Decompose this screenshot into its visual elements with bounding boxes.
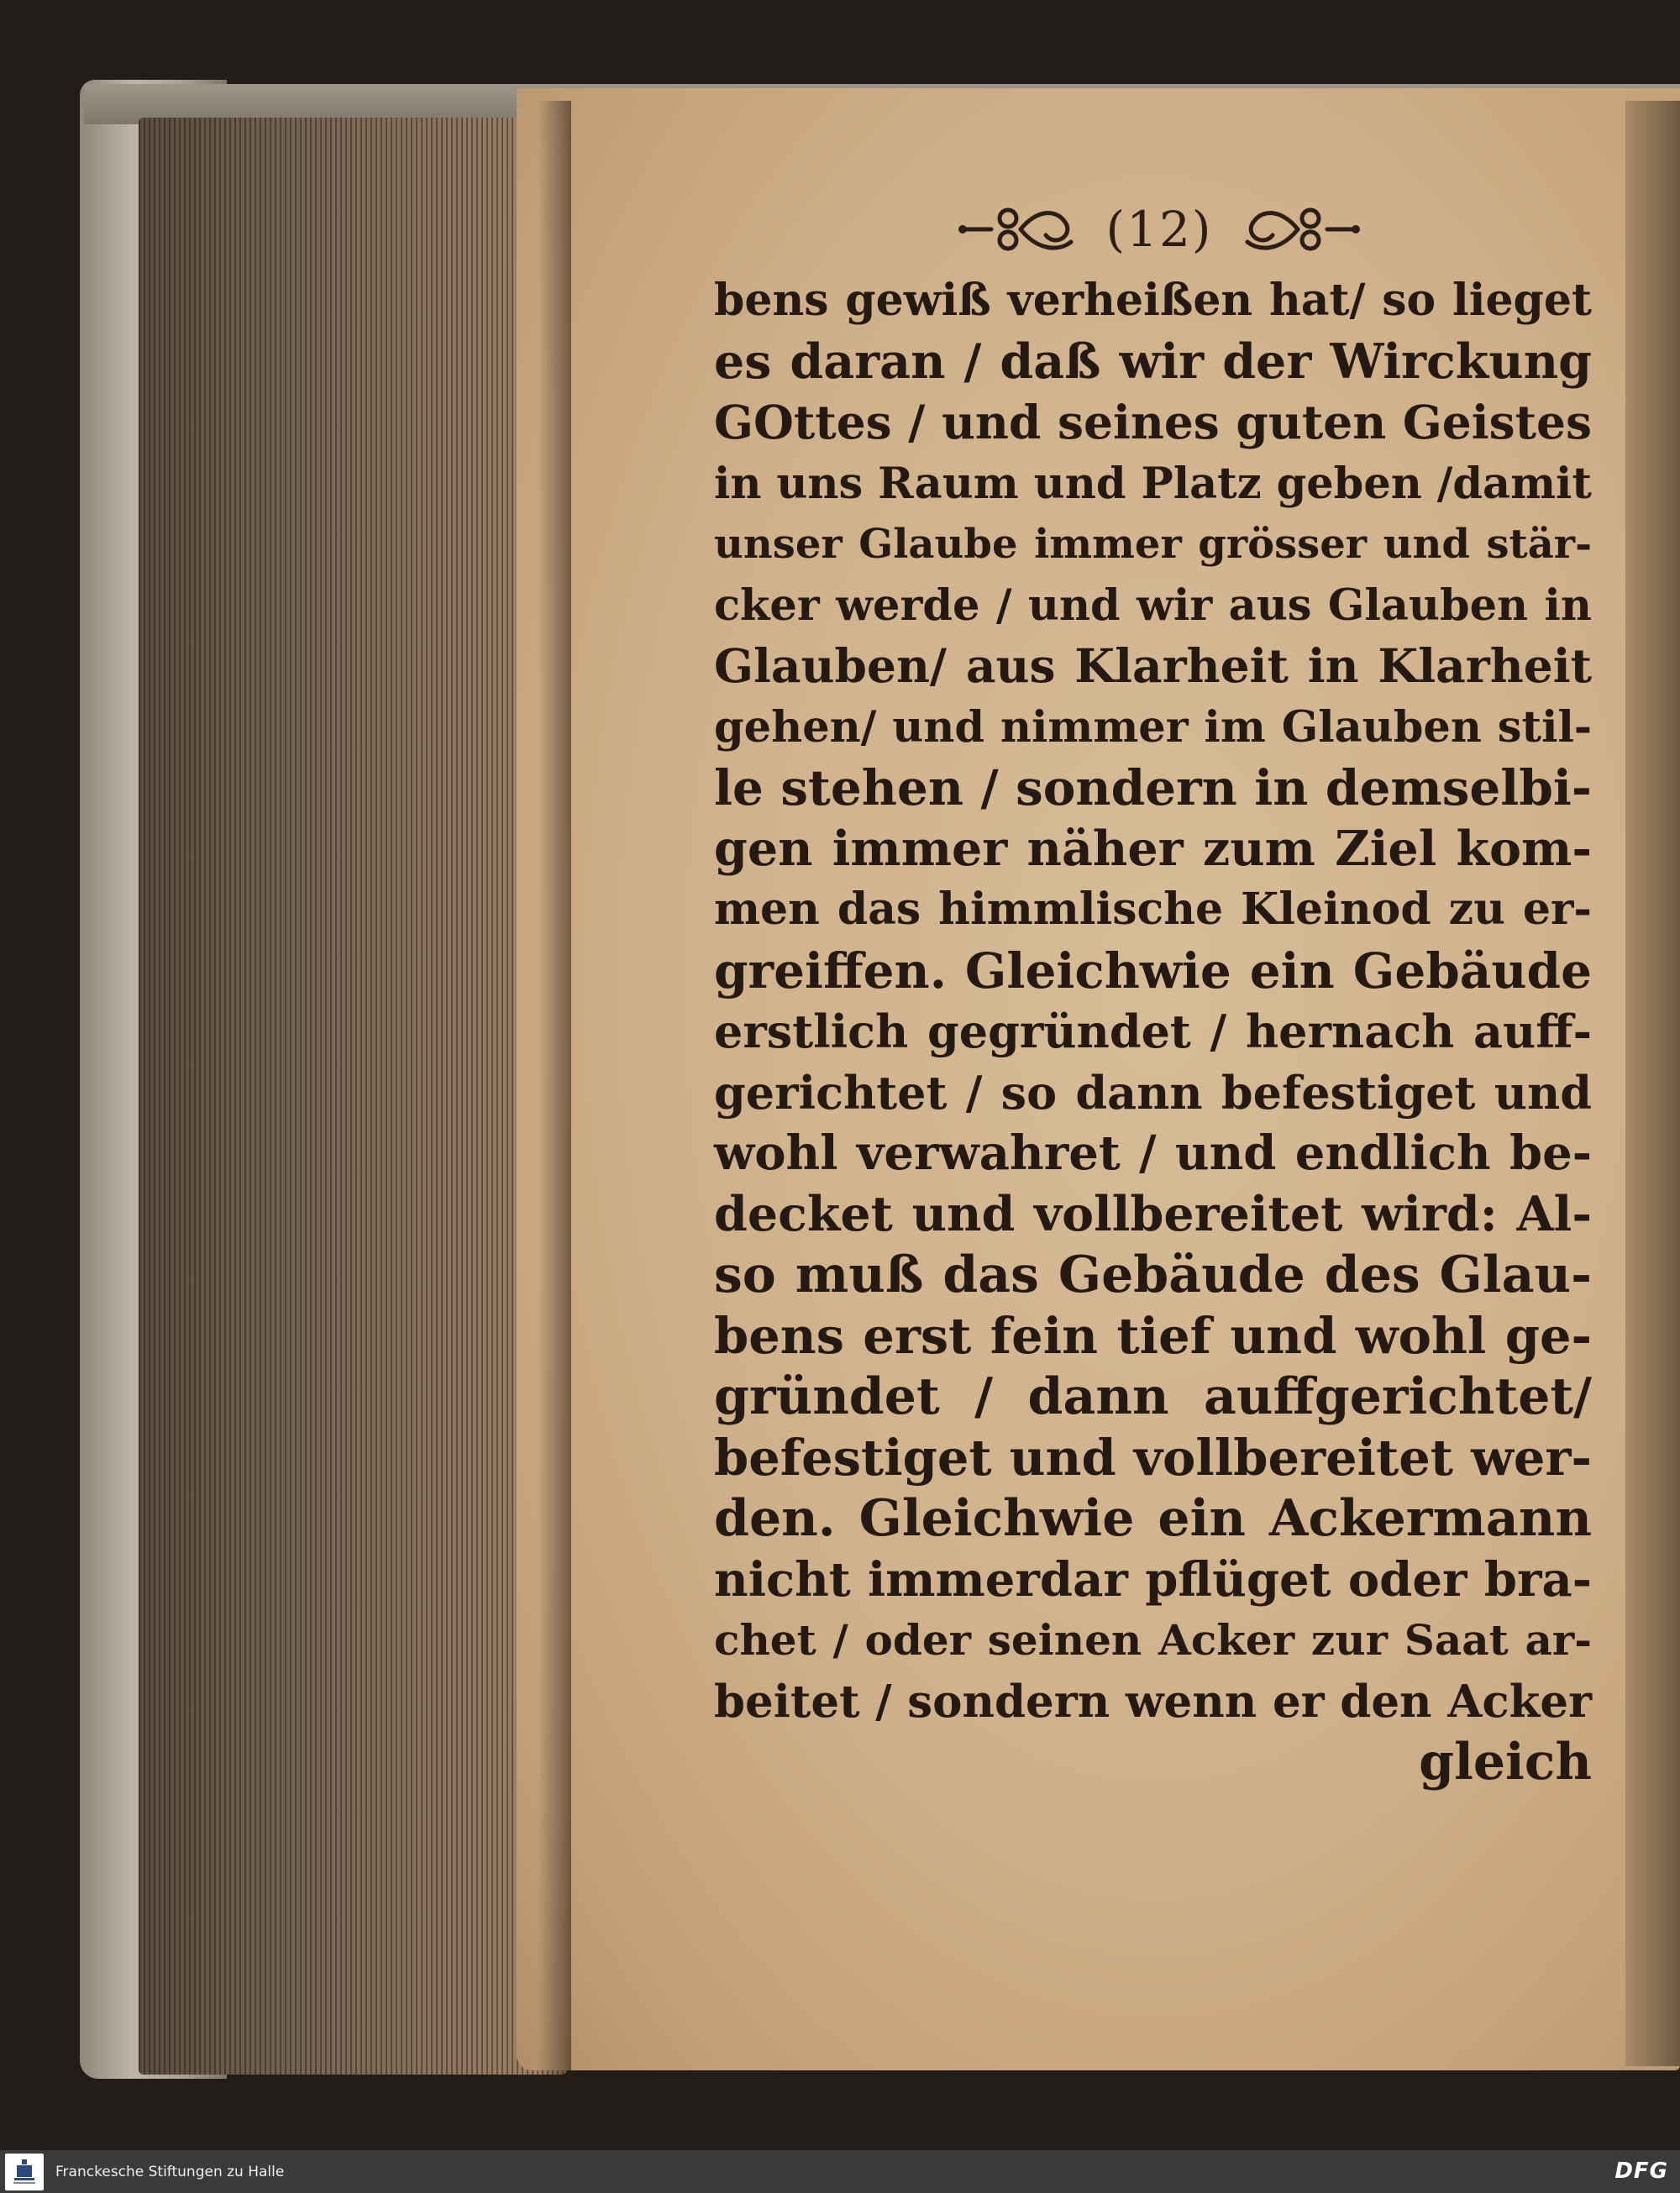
text-line: unser Glaube immer grösser und stär-: [714, 521, 1592, 568]
text-line: gründet / dann auffgerichtet/: [714, 1367, 1592, 1426]
text-line: GOttes / und seines guten Geistes: [714, 395, 1592, 449]
text-line: erstlich gegründet / hernach auff-: [714, 1005, 1592, 1058]
page-number: (12): [1105, 201, 1213, 258]
text-line: gehen/ und nimmer im Glauben stil-: [714, 701, 1592, 753]
page-text: [714, 270, 1592, 1793]
text-line: befestiget und vollbereitet wer-: [714, 1428, 1592, 1487]
text-line: greiffen. Gleichwie ein Gebäude: [714, 942, 1592, 999]
viewer-footer-bar: [0, 2150, 1680, 2193]
text-line: wohl verwahret / und endlich be-: [714, 1125, 1592, 1181]
text-line: es daran / daß wir der Wirckung: [714, 333, 1592, 390]
institution-logo-icon[interactable]: [5, 2154, 44, 2190]
right-ornament-icon: [1235, 200, 1361, 259]
left-ornament-icon: [958, 200, 1084, 259]
text-line: le stehen / sondern in demselbi-: [714, 759, 1592, 816]
facing-page-edge: [1625, 101, 1680, 2066]
text-line: gerichtet / so dann befestiget und: [714, 1065, 1592, 1120]
text-line: beitet / sondern wenn er den Acker: [714, 1675, 1592, 1728]
text-line: bens erst fein tief und wohl ge-: [714, 1306, 1592, 1365]
page-stack-fore-edge: [139, 118, 567, 2075]
gutter-shadow: [538, 101, 571, 2083]
text-line: in uns Raum und Platz geben /damit: [714, 458, 1592, 509]
text-line: cker werde / und wir aus Glauben in: [714, 580, 1592, 631]
text-line: bens gewiß verheißen hat/ so lieget: [714, 275, 1592, 326]
dfg-logo: DFG: [1614, 2159, 1668, 2184]
text-line: chet / oder seinen Acker zur Saat ar-: [714, 1615, 1592, 1665]
text-line: decket und vollbereitet wird: Al-: [714, 1185, 1592, 1242]
text-line: Glauben/ aus Klarheit in Klarheit: [714, 638, 1592, 693]
text-line: den. Gleichwie ein Ackermann: [714, 1489, 1592, 1548]
text-line: men das himmlische Kleinod zu er-: [714, 884, 1592, 935]
page-header: [932, 191, 1386, 267]
text-line: so muß das Gebäude des Glau-: [714, 1246, 1592, 1304]
catchword: gleich: [1419, 1733, 1592, 1792]
text-line: nicht immerdar pflüget oder bra-: [714, 1551, 1592, 1608]
text-line: gen immer näher zum Ziel kom-: [714, 820, 1592, 877]
institution-name: Franckesche Stiftungen zu Halle: [55, 2163, 285, 2180]
